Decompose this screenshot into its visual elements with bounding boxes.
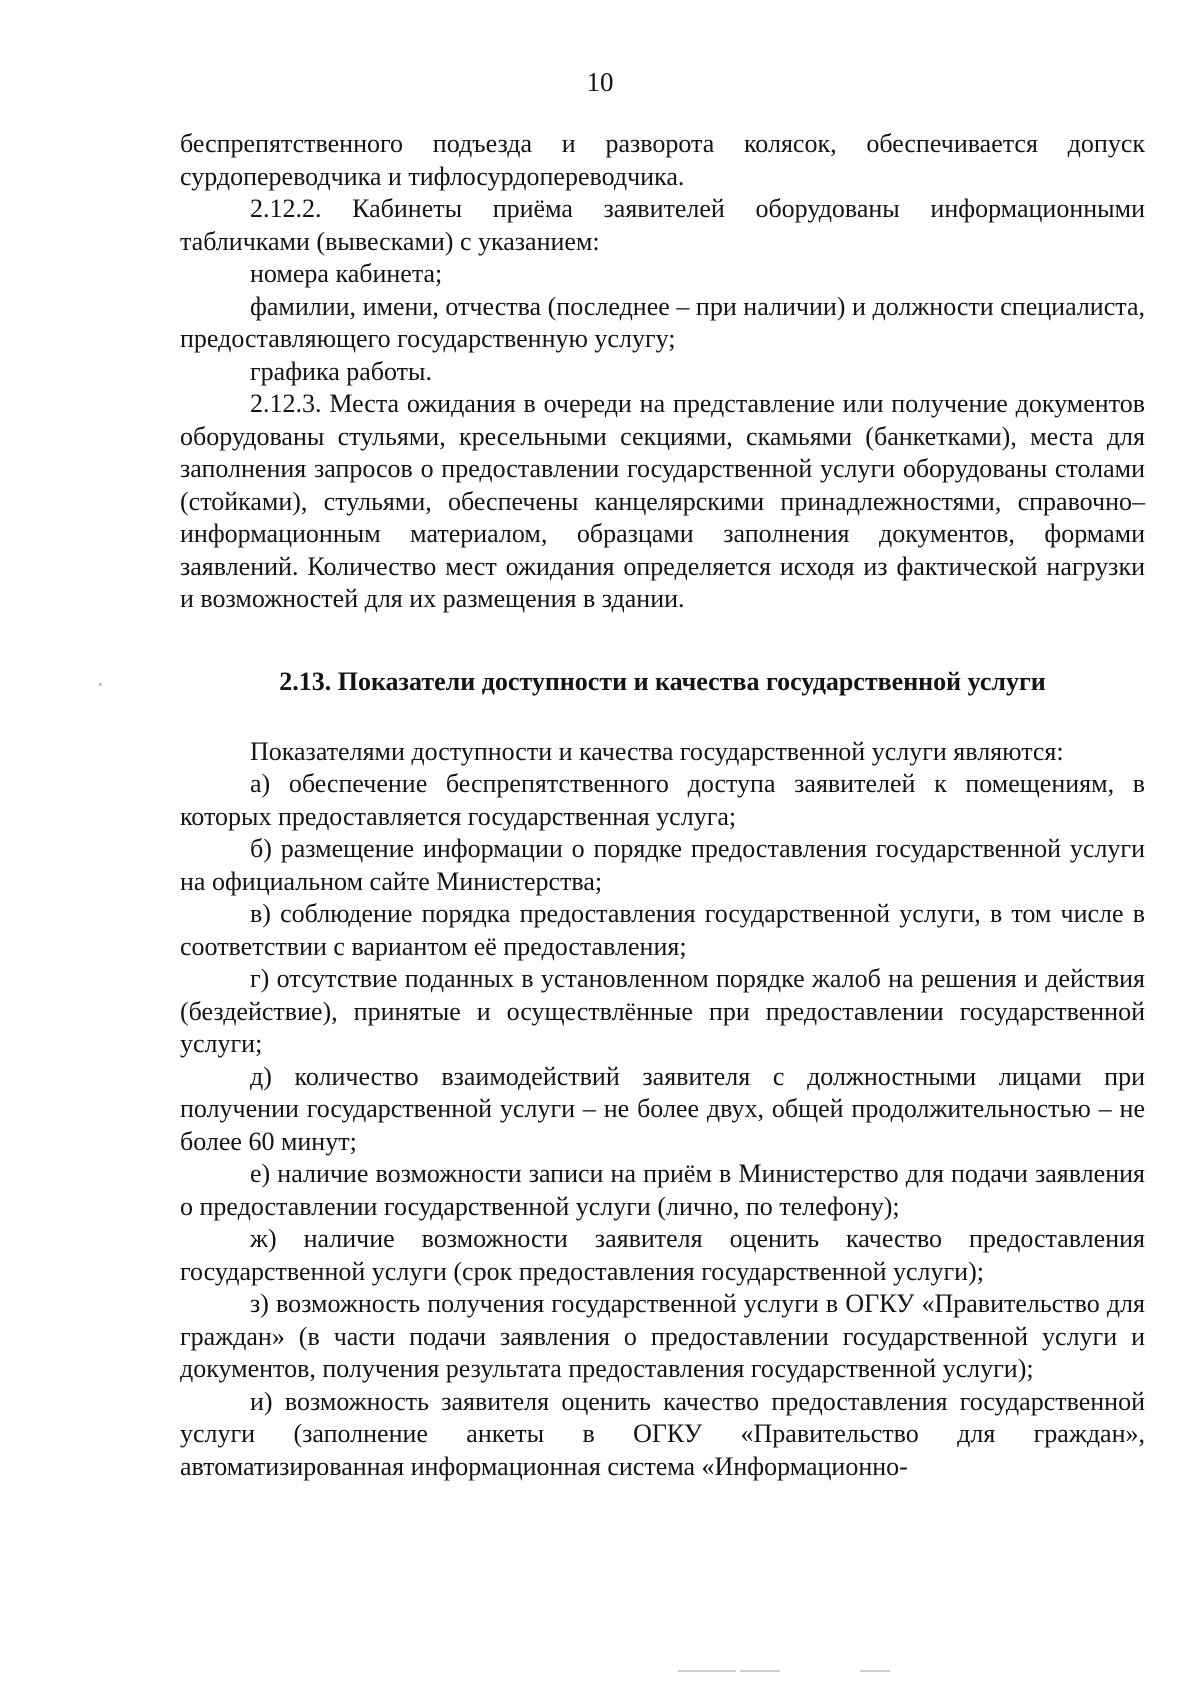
- paragraph-2-12-2: 2.12.2. Кабинеты приёма заявителей оборудованы информационными табличками (вывесками) с указанием:: [180, 194, 1145, 256]
- page-number: 10: [586, 67, 614, 97]
- list-item-e: е) наличие возможности записи на приём в Министерство для подачи заявления о предоставлении государственной услуги (лично, по телефону);: [180, 1159, 1145, 1221]
- list-item-work-schedule: графика работы.: [250, 356, 432, 386]
- paragraph-indicators-intro: Показателями доступности и качества государственной услуги являются:: [250, 736, 1064, 766]
- list-item-zh: ж) наличие возможности заявителя оценить качество предоставления государственной услуги (срок предоставления государственной услуги);: [180, 1224, 1145, 1286]
- list-item-a: а) обеспечение беспрепятственного доступа заявителей к помещениям, в которых предоставляется государственная услуга;: [180, 769, 1145, 831]
- list-item-v: в) соблюдение порядка предоставления государственной услуги, в том числе в соответствии с вариантом её предоставления;: [180, 899, 1145, 961]
- paragraph-continuation: беспрепятственного подъезда и разворота колясок, обеспечивается допуск сурдопереводчика и тифлосурдопереводчика.: [180, 129, 1145, 191]
- list-item-d: д) количество взаимодействий заявителя с должностными лицами при получении государственной услуги – не более двух, общей продолжительностью – не более 60 минут;: [180, 1061, 1145, 1156]
- list-item-z: з) возможность получения государственной услуги в ОГКУ «Правительство для граждан» (в части подачи заявления о предоставлении государственной услуги и документов, получения результата предоставления государственной услуги);: [180, 1289, 1145, 1383]
- list-item-i: и) возможность заявителя оценить качество предоставления государственной услуги (заполнение анкеты в ОГКУ «Правительство для граждан», автоматизированная информационная система «Информационно-: [180, 1386, 1145, 1481]
- list-item-g: г) отсутствие поданных в установленном порядке жалоб на решения и действия (бездействие), принятые и осуществлённые при предоставлении государственной услуги;: [180, 964, 1145, 1058]
- document-body: [180, 128, 1145, 1483]
- scan-speck: [99, 683, 102, 686]
- scan-artifact-line: [678, 1670, 736, 1672]
- scan-artifact-line: [740, 1670, 780, 1672]
- list-item-b: б) размещение информации о порядке предоставления государственной услуги на официальном сайте Министерства;: [180, 834, 1145, 896]
- list-item-specialist-name: фамилии, имени, отчества (последнее – при наличии) и должности специалиста, предоставляющего государственную услугу;: [180, 291, 1145, 353]
- paragraph-2-12-3: 2.12.3. Места ожидания в очереди на представление или получение документов оборудованы стульями, кресельными секциями, скамьями (банкетками), места для заполнения запросов о предоставлении государственной услуги оборудованы столами (стойками), стульями, обеспечены канцелярскими принадлежностями, справочно–информационным материалом, образцами заполнения документов, формами заявлений. Количество мест ожидания определяется исходя из фактической нагрузки и возможностей для их размещения в здании.: [180, 389, 1145, 613]
- section-heading-2-13: 2.13. Показатели доступности и качества государственной услуги: [279, 666, 1046, 696]
- scan-artifact-line: [860, 1670, 890, 1672]
- list-item-room-number: номера кабинета;: [250, 259, 443, 288]
